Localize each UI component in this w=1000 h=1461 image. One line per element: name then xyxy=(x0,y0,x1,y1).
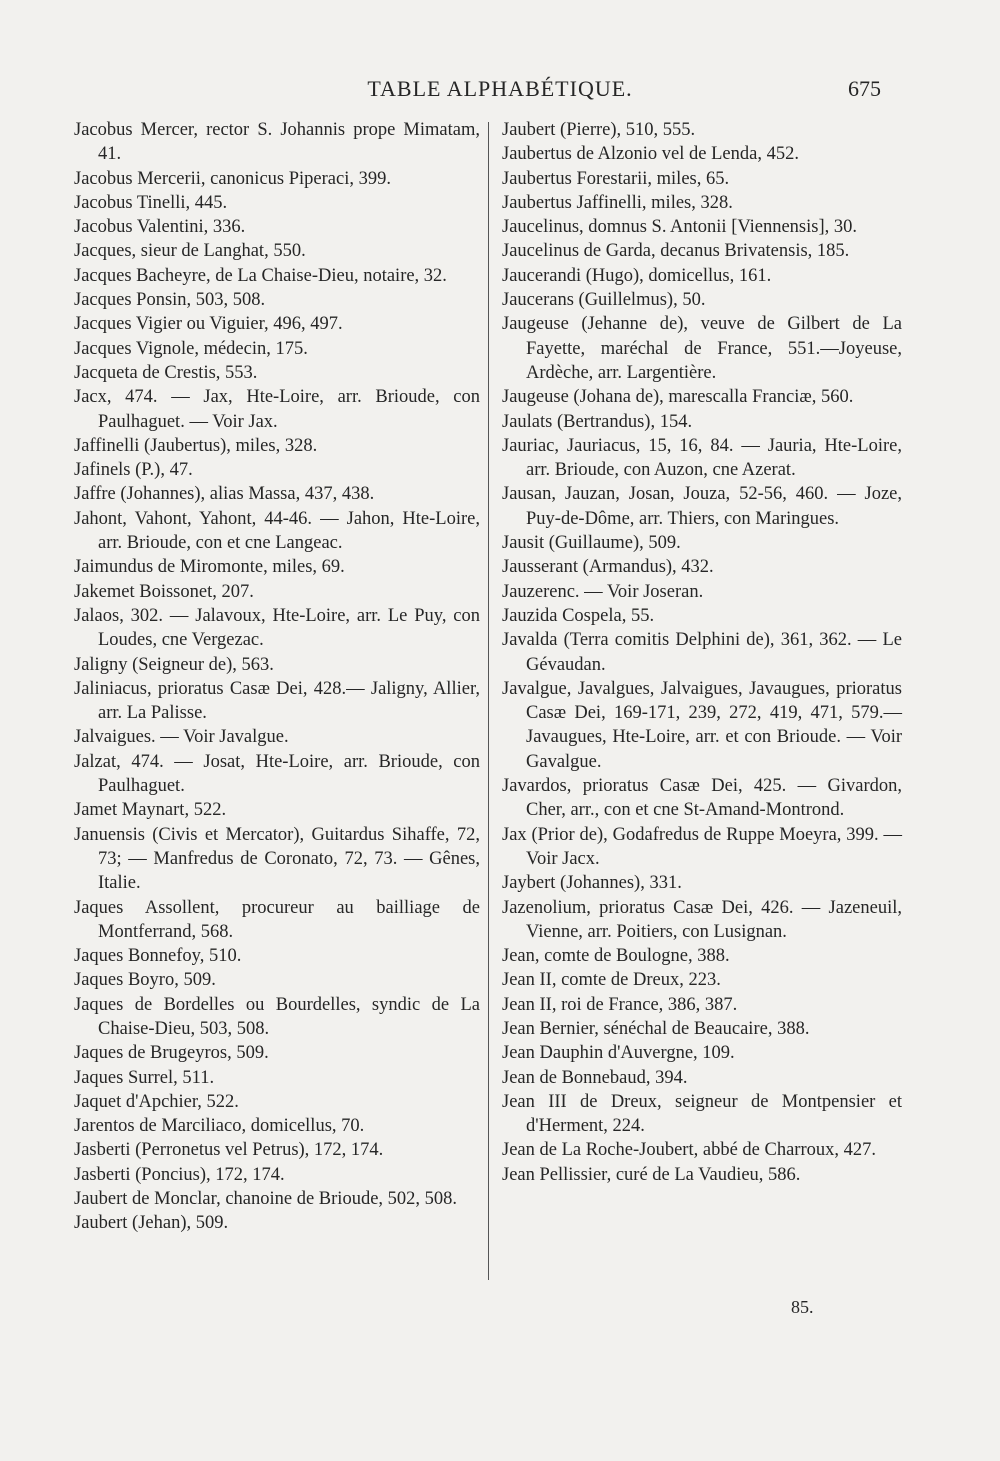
index-entry: Jaffinelli (Jaubertus), miles, 328. xyxy=(74,435,318,456)
index-entry: Jean III de Dreux, seigneur de Montpensier et d'Herment, 224. xyxy=(502,1091,902,1137)
index-entry: Jacobus Valentini, 336. xyxy=(74,217,246,238)
index-entry: Jaques Assollent, procureur au bailliage de Montferrand, 568. xyxy=(74,897,480,942)
index-entry: Jacqueta de Crestis, 553. xyxy=(74,362,258,383)
index-entry: Javalgue, Javalgues, Jalvaigues, Javaugues, prioratus Casæ Dei, 169-171, 239, 272, 419, 471, 579.— Javaugues, Hte-Loire, arr. et con Brioude. — Voir Gavalgue. xyxy=(502,678,902,772)
index-entry: Jacobus Mercer, rector S. Johannis prope Mimatam, 41. xyxy=(74,120,480,165)
index-entry: Jean II, comte de Dreux, 223. xyxy=(502,970,721,991)
index-entry: Jaubert (Jehan), 509. xyxy=(74,1213,229,1234)
index-entry: Jean Pellissier, curé de La Vaudieu, 586. xyxy=(502,1164,801,1185)
index-entry: Jalaos, 302. — Jalavoux, Hte-Loire, arr. Le Puy, con Loudes, cne Vergezac. xyxy=(74,605,480,651)
column-rule xyxy=(488,122,489,1280)
index-entry: Jaligny (Seigneur de), 563. xyxy=(74,654,274,675)
index-entry: Jaquet d'Apchier, 522. xyxy=(74,1091,239,1112)
index-entry: Jaques Boyro, 509. xyxy=(74,970,216,991)
index-entry: Jamet Maynart, 522. xyxy=(74,800,227,821)
index-entry: Jacques Ponsin, 503, 508. xyxy=(74,290,266,311)
index-entry: Javardos, prioratus Casæ Dei, 425. — Givardon, Cher, arr., con et cne St-Amand-Montrond. xyxy=(502,776,902,821)
index-entry: Jarentos de Marciliaco, domicellus, 70. xyxy=(74,1116,365,1137)
index-entry: Javalda (Terra comitis Delphini de), 361, 362. — Le Gévaudan. xyxy=(502,630,902,675)
index-entry: Jaliniacus, prioratus Casæ Dei, 428.— Jaligny, Allier, arr. La Palisse. xyxy=(74,678,480,724)
index-entry: Jax (Prior de), Godafredus de Ruppe Moeyra, 399. — Voir Jacx. xyxy=(502,824,902,869)
page-number: 675 xyxy=(848,76,881,101)
index-entry: Jaucelinus, domnus S. Antonii [Viennensis], 30. xyxy=(502,217,857,238)
running-title: TABLE ALPHABÉTIQUE. xyxy=(367,76,633,101)
index-entry: Jacx, 474. — Jax, Hte-Loire, arr. Brioude, con Paulhaguet. — Voir Jax. xyxy=(74,387,480,432)
index-entry: Jakemet Boissonet, 207. xyxy=(74,581,254,602)
index-column-right xyxy=(502,118,902,1187)
signature-mark: 85. xyxy=(791,1297,814,1317)
index-entry: Jazenolium, prioratus Casæ Dei, 426. — Jazeneuil, Vienne, arr. Poitiers, con Lusignan. xyxy=(502,897,902,942)
index-entry: Jaques de Brugeyros, 509. xyxy=(74,1043,269,1064)
index-entry: Jauzerenc. — Voir Joseran. xyxy=(502,581,704,602)
index-entry: Jaybert (Johannes), 331. xyxy=(502,873,682,894)
index-entry: Jauzida Cospela, 55. xyxy=(502,605,655,626)
index-entry: Jaubertus de Alzonio vel de Lenda, 452. xyxy=(502,144,799,165)
index-entry: Jaques Surrel, 511. xyxy=(74,1067,215,1088)
index-entry: Jaucerandi (Hugo), domicellus, 161. xyxy=(502,265,772,286)
index-entry: Jacques Vignole, médecin, 175. xyxy=(74,338,308,359)
index-entry: Jaugeuse (Jehanne de), veuve de Gilbert de La Fayette, maréchal de France, 551.—Joyeuse, Ardèche, arr. Largentière. xyxy=(502,314,902,383)
index-entry: Jaffre (Johannes), alias Massa, 437, 438. xyxy=(74,484,375,505)
index-entry: Jaimundus de Miromonte, miles, 69. xyxy=(74,557,345,578)
index-entry: Jaucerans (Guillelmus), 50. xyxy=(502,290,706,311)
index-entry: Jaucelinus de Garda, decanus Brivatensis, 185. xyxy=(502,241,850,262)
index-entry: Jauriac, Jauriacus, 15, 16, 84. — Jauria, Hte-Loire, arr. Brioude, con Auzon, cne Azerat. xyxy=(502,435,902,481)
index-column-left xyxy=(74,118,480,1236)
index-entry: Jalzat, 474. — Josat, Hte-Loire, arr. Brioude, con Paulhaguet. xyxy=(74,751,480,797)
index-entry: Jafinels (P.), 47. xyxy=(74,460,193,481)
index-entry: Jalvaigues. — Voir Javalgue. xyxy=(74,727,289,748)
index-entry: Jausan, Jauzan, Josan, Jouza, 52-56, 460. — Joze, Puy-de-Dôme, arr. Thiers, con Maringues. xyxy=(502,484,902,529)
index-entry: Jean, comte de Boulogne, 388. xyxy=(502,946,730,967)
index-entry: Jaubert de Monclar, chanoine de Brioude, 502, 508. xyxy=(74,1189,458,1210)
index-entry: Jaubertus Forestarii, miles, 65. xyxy=(502,168,730,189)
index-entry: Jean de La Roche-Joubert, abbé de Charroux, 427. xyxy=(502,1140,876,1161)
index-entry: Jean Dauphin d'Auvergne, 109. xyxy=(502,1043,735,1064)
index-entry: Jacobus Mercerii, canonicus Piperaci, 399. xyxy=(74,168,391,189)
index-entry: Jaques Bonnefoy, 510. xyxy=(74,946,242,967)
index-entry: Jaubert (Pierre), 510, 555. xyxy=(502,120,696,140)
index-entry: Jean Bernier, sénéchal de Beaucaire, 388. xyxy=(502,1018,810,1039)
index-entry: Jaulats (Bertrandus), 154. xyxy=(502,411,693,432)
index-entry: Jahont, Vahont, Yahont, 44-46. — Jahon, Hte-Loire, arr. Brioude, con et cne Langeac. xyxy=(74,508,480,554)
index-entry: Jaques de Bordelles ou Bourdelles, syndic de La Chaise-Dieu, 503, 508. xyxy=(74,994,480,1039)
index-entry: Jean de Bonnebaud, 394. xyxy=(502,1067,688,1088)
index-entry: Jacques, sieur de Langhat, 550. xyxy=(74,241,306,262)
index-entry: Jaugeuse (Johana de), marescalla Franciæ, 560. xyxy=(502,387,854,408)
index-entry: Jasberti (Perronetus vel Petrus), 172, 174. xyxy=(74,1140,384,1161)
index-entry: Jacobus Tinelli, 445. xyxy=(74,192,228,213)
index-entry: Jacques Vigier ou Viguier, 496, 497. xyxy=(74,314,343,335)
index-entry: Jaubertus Jaffinelli, miles, 328. xyxy=(502,192,733,213)
index-entry: Jausit (Guillaume), 509. xyxy=(502,533,681,554)
index-entry: Jacques Bacheyre, de La Chaise-Dieu, notaire, 32. xyxy=(74,265,447,286)
index-entry: Jausserant (Armandus), 432. xyxy=(502,557,714,578)
index-entry: Jean II, roi de France, 386, 387. xyxy=(502,994,738,1015)
index-entry: Januensis (Civis et Mercator), Guitardus Sihaffe, 72, 73; — Manfredus de Coronato, 72, 73. — Gênes, Italie. xyxy=(74,824,480,894)
index-entry: Jasberti (Poncius), 172, 174. xyxy=(74,1164,285,1185)
